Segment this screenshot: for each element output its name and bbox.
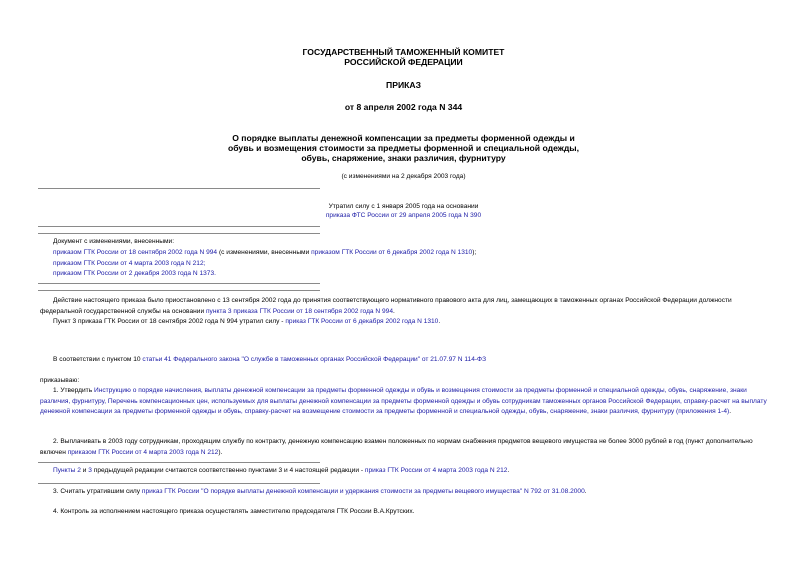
- status-text: Утратил силу с 1 января 2005 года на основании: [328, 203, 479, 210]
- amendment-link[interactable]: приказом ГТК России от 2 декабря 2003 года N 1373.: [53, 270, 216, 277]
- suspension-repeal-paragraph: Пункт 3 приказа ГТК России от 18 сентября 2002 года N 994 утратил силу - приказ ГТК России от 6 декабря 2002 года N 1310.: [53, 318, 441, 325]
- document-title-line-1: О порядке выплаты денежной компенсации за предметы форменной одежды и: [232, 133, 575, 143]
- divider: [38, 283, 320, 284]
- previous-edition-link[interactable]: 3: [88, 467, 92, 474]
- amendment-link[interactable]: приказом ГТК России от 4 марта 2003 года N 212;: [53, 260, 206, 267]
- divider: [38, 226, 320, 227]
- federal-law-link[interactable]: статьи 41 Федерального закона "О службе в таможенных органах Российской Федерации" от 21.07.97 N 114-ФЗ: [142, 356, 487, 363]
- suspension-paragraph: Действие настоящего приказа было приостановлено с 13 сентября 2002 года до принятия соответствующего нормативного правового акта для лиц, замещающих в таможенных органах Российской Федерации должности федеральной государственной службы на основании пункта 3 приказа ГТК России от 18 сентября 2002 года N 994.: [40, 297, 732, 315]
- divider: [38, 233, 320, 234]
- order-intro: приказываю:: [40, 377, 80, 384]
- instruction-link[interactable]: Инструкцию о порядке начисления, выплаты денежной компенсации за предметы форменной одежды и обувь и возмещения стоимости за предметы форменной и специальной одежды, обувь, снаряжение, знаки различия, фурнитуру, Перечень компенсационных цен, используемых для выплаты денежной компенсации за предметы форменной одежды и обувь сотрудникам таможенных органов Российской Федерации, справку-расчет на выплату денежной компенсации за предметы форменной одежды и обувь, справку-расчет на возмещение стоимости за предметы форменной и специальной одежды, обувь, снаряжение, знаки различия, фурнитуру (приложения 1-4): [40, 387, 767, 415]
- amendments-intro: Документ с изменениями, внесенными:: [53, 238, 175, 245]
- order-212-link[interactable]: приказ ГТК России от 4 марта 2003 года N 212: [364, 467, 508, 474]
- document-date: от 8 апреля 2002 года N 344: [344, 102, 463, 112]
- issuer-line-2: РОССИЙСКОЙ ФЕДЕРАЦИИ: [344, 57, 463, 67]
- amendment-link[interactable]: приказом ГТК России от 6 декабря 2002 года N 1310: [311, 249, 473, 256]
- divider: [38, 462, 320, 463]
- order-792-link[interactable]: приказ ГТК России "О порядке выплаты денежной компенсации и удержания стоимости за предметы вещевого имущества" N 792 от 31.08.2000: [141, 488, 585, 495]
- order-item-3: 3. Считать утратившим силу приказ ГТК России "О порядке выплаты денежной компенсации и удержания стоимости за предметы вещевого имущества" N 792 от 31.08.2000.: [53, 488, 587, 495]
- amendment-link[interactable]: приказом ГТК России от 18 сентября 2002 года N 994: [53, 249, 218, 256]
- document-type: ПРИКАЗ: [386, 80, 421, 90]
- document-title-line-3: обувь, снаряжение, знаки различия, фурнитуру: [301, 153, 506, 163]
- amendments-note: (с изменениями на 2 декабря 2003 года): [341, 173, 466, 180]
- suspension-link[interactable]: пункта 3 приказа ГТК России от 18 сентября 2002 года N 994: [205, 307, 394, 315]
- issuer-line-1: ГОСУДАРСТВЕННЫЙ ТАМОЖЕННЫЙ КОМИТЕТ: [302, 47, 505, 57]
- order-item-4: 4. Контроль за исполнением настоящего приказа осуществлять заместителю председателя ГТК России В.А.Крутских.: [53, 508, 415, 515]
- divider: [38, 483, 320, 484]
- order-212-link[interactable]: приказом ГТК России от 4 марта 2003 года N 212: [67, 448, 219, 456]
- legal-basis-paragraph: В соответствии с пунктом 10 статьи 41 Федерального закона "О службе в таможенных органах Российской Федерации" от 21.07.97 N 114-ФЗ: [53, 356, 487, 363]
- renumbering-note: Пункты 2 и 3 предыдущей редакции считаются соответственно пунктами 3 и 4 настоящей редакции - приказ ГТК России от 4 марта 2003 года N 212.: [53, 467, 510, 474]
- suspension-repeal-link[interactable]: приказ ГТК России от 6 декабря 2002 года N 1310: [285, 318, 439, 325]
- divider: [38, 188, 320, 189]
- document-title-line-2: обувь и возмещения стоимости за предметы форменной и специальной одежды,: [227, 143, 580, 153]
- amendment-line-1: приказом ГТК России от 18 сентября 2002 года N 994 (с изменениями, внесенными приказом ГТК России от 6 декабря 2002 года N 1310);: [53, 249, 477, 256]
- repeal-link[interactable]: приказа ФТС России от 29 апреля 2005 года N 390: [325, 212, 482, 219]
- order-item-2: 2. Выплачивать в 2003 году сотрудникам, проходящим службу по контракту, денежную компенсацию взамен положенных по нормам снабжения предметов вещевого имущества не более 3000 рублей в год (пункт дополнительно включен приказом ГТК России от 4 марта 2003 года N 212).: [40, 438, 753, 456]
- order-item-1: 1. Утвердить Инструкцию о порядке начисления, выплаты денежной компенсации за предметы форменной одежды и обувь и возмещения стоимости за предметы форменной и специальной одежды, обувь, снаряжение, знаки различия, фурнитуру, Перечень компенсационных цен, используемых для выплаты денежной компенсации за предметы форменной одежды и обувь сотрудникам таможенных органов Российской Федерации, справку-расчет на выплату денежной компенсации за предметы форменной одежды и обувь, справку-расчет на возмещение стоимости за предметы форменной и специальной одежды, обувь, снаряжение, знаки различия, фурнитуру (приложения 1-4).: [40, 387, 767, 415]
- previous-edition-link[interactable]: Пункты 2: [53, 467, 81, 474]
- divider: [38, 290, 320, 291]
